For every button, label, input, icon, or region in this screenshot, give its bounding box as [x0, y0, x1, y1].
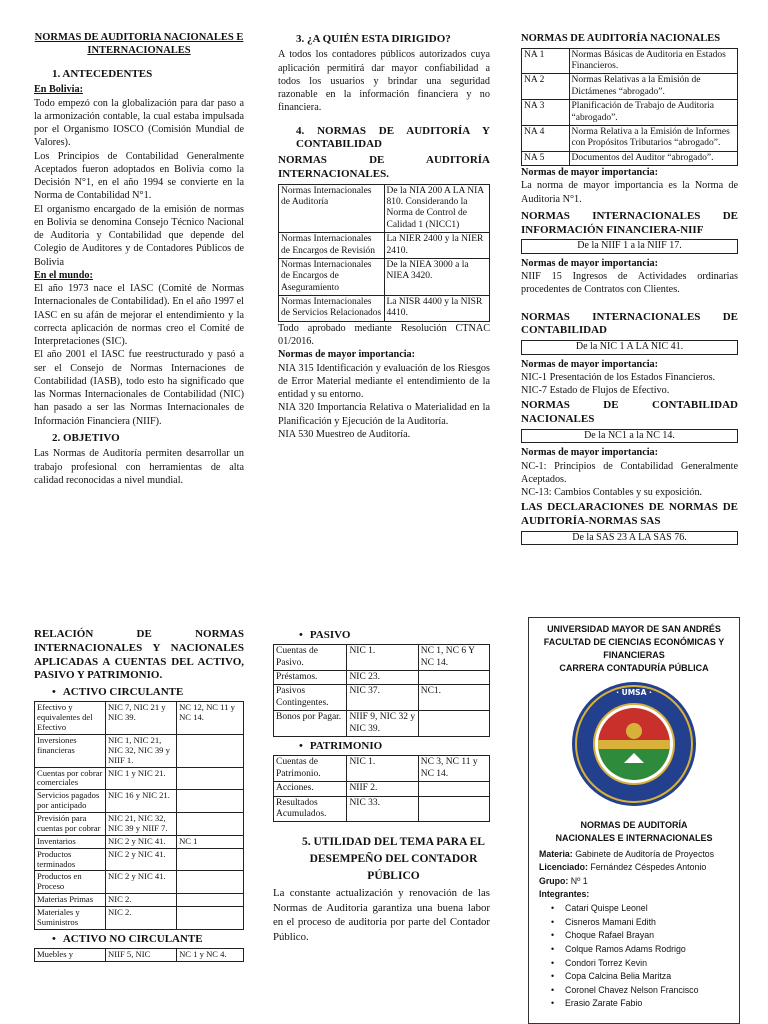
table-cell — [177, 734, 244, 767]
bolivia-heading: En Bolivia: — [34, 84, 83, 96]
table-cell: NIC 1. — [347, 645, 418, 671]
licenciado-row — [539, 861, 731, 875]
table-row — [35, 835, 244, 848]
table-row — [274, 685, 490, 711]
nic-range-box: De la NIC 1 A LA NIC 41. — [521, 340, 738, 355]
importance-item: NIA 320 Importancia Relativa o Materialidad en la Planificación y Ejecución de la Auditoría. — [278, 402, 490, 427]
list-item: • Choque Rafael Brayan — [539, 929, 731, 943]
approval-note: Todo aprobado mediante Resolución CTNAC 01/2016. — [278, 322, 490, 348]
table-row — [35, 790, 244, 813]
table-row — [35, 767, 244, 790]
table-cell: Planificación de Trabajo de Auditoria “abrogado”. — [569, 100, 737, 126]
importance-item: NIA 315 Identificación y evaluación de los Riesgos de Error Material mediante el entendimiento de la entidad y su entorno. — [278, 362, 490, 401]
importance-item: NIC-1 Presentación de los Estados Financieros. — [521, 371, 716, 383]
table-cell: Materiales y Suministros — [35, 907, 106, 930]
svg-text:· UMSA ·: · UMSA · — [616, 688, 652, 698]
niif-heading: NORMAS INTERNACIONALES DE INFORMACIÓN FINANCIERA-NIIF — [521, 209, 738, 236]
table-cell: Norma Relativa a la Emisión de Informes con Propósitos Tributarios “abrogado”. — [569, 125, 737, 151]
nia-heading: NORMAS DE AUDITORÍA INTERNACIONALES. — [278, 154, 490, 180]
table-cell: NIC 2 y NIC 41. — [106, 835, 177, 848]
na-heading: NORMAS DE AUDITORÍA NACIONALES — [521, 33, 721, 44]
section-utilidad-heading: 5. UTILIDAD DEL TEMA PARA EL DESEMPEÑO DEL CONTADOR PÚBLICO — [302, 836, 485, 882]
importance-heading: Normas de mayor importancia: — [521, 167, 659, 179]
bolivia-paragraph-2: Los Principios de Contabilidad Generalmente Aceptados fueron adoptados en Bolivia como la Decisión N°1, en el año 1994 se convierte en la Norma de Contabilidad N°1. — [34, 150, 244, 202]
activo-circulante-heading: • ACTIVO CIRCULANTE — [52, 685, 244, 699]
table-cell — [177, 848, 244, 871]
table-cell: NC1. — [418, 685, 489, 711]
table-row — [279, 184, 490, 233]
table-cell: Resultados Acumulados. — [274, 796, 347, 822]
bolivia-paragraph-1: Todo empezó con la globalización para dar paso a la armonización contable, la cual estaba impulsada por el Organismo IOSCO (Comisión Mundial de Valores). — [34, 97, 244, 149]
niif-range-box: De la NIIF 1 a la NIIF 17. — [521, 239, 738, 254]
table-cell: Acciones. — [274, 782, 347, 796]
list-item: • Coronel Chavez Nelson Francisco — [539, 984, 731, 998]
table-row — [279, 233, 490, 259]
table-cell: NIC 33. — [347, 796, 418, 822]
table-cell — [177, 907, 244, 930]
table-row — [35, 894, 244, 907]
table-row — [522, 151, 738, 165]
list-item: • Condori Torrez Kevin — [539, 957, 731, 971]
mundo-paragraph-2: El año 2001 el IASC fue reestructurado y pasó a ser el Consejo de Normas Internaciones de Contabilidad (IASB), todo esto ha significado que las Normas Internacionales de Contabilidad (NIC) han pasado a ser las Normas Internacionales de Información Financiera (NIIF). — [34, 349, 244, 427]
column-normas-nacionales — [521, 32, 738, 548]
table-cell: NIC 23. — [347, 671, 418, 685]
importance-heading: Normas de mayor importancia: — [521, 447, 659, 459]
table-cell: NC 1 y NC 4. — [177, 949, 244, 962]
brochure-title: NORMAS DE AUDITORÍA NACIONALES E INTERNACIONALES — [34, 32, 244, 56]
nic-heading: NORMAS INTERNACIONALES DE CONTABILIDAD — [521, 310, 738, 337]
table-cell: NIC 1 y NIC 21. — [106, 767, 177, 790]
licenciado-value: Fernández Céspedes Antonio — [590, 862, 707, 873]
table-cell: Documentos del Auditor “abrogado”. — [569, 151, 737, 165]
grupo-label: Grupo: — [539, 875, 569, 886]
table-cell: Cuentas por cobrar comerciales — [35, 767, 106, 790]
table-cell: NIC 7, NIC 21 y NIC 39. — [106, 702, 177, 735]
table-row — [522, 74, 738, 100]
licenciado-label: Licenciado: — [539, 862, 588, 873]
cover-topic-line-1: NORMAS DE AUDITORÍA — [580, 820, 688, 831]
cover-panel — [528, 617, 740, 1024]
mundo-paragraph-1: El año 1973 nace el IASC (Comité de Normas Internacionales de Contabilidad). En el año 1997 el IASC en su afán de mejorar el entendimiento y la correcta aplicación de normas creo el Comité de Interpretaciones (SIC). — [34, 283, 244, 348]
table-cell: Servicios pagados por anticipado — [35, 790, 106, 813]
table-cell: NIIF 9, NIC 32 y NIC 39. — [347, 711, 418, 737]
objetivo-text: Las Normas de Auditoría permiten desarrollar un trabajo profesional con herramientas de alta calidad reconocidas a nivel mundial. — [34, 448, 244, 486]
table-cell: Previsión para cuentas por cobrar — [35, 813, 106, 836]
table-cell: NIC 2 y NIC 41. — [106, 848, 177, 871]
importance-item: NIC-7 Estado de Flujos de Efectivo. — [521, 385, 670, 397]
table-row — [35, 702, 244, 735]
table-cell: De la NIA 200 A LA NIA 810. Considerando la Norma de Control de Calidad 1 (NICC1) — [384, 184, 490, 233]
importance-heading: Normas de mayor importancia: — [278, 349, 416, 361]
table-row — [35, 907, 244, 930]
table-cell — [418, 796, 489, 822]
grupo-value: Nº 1 — [570, 875, 588, 886]
table-cell: NIC 2. — [106, 894, 177, 907]
table-cell: La NIER 2400 y la NIER 2410. — [384, 233, 490, 259]
table-cell: Normas Internacionales de Auditoría — [279, 184, 385, 233]
section-dirigido-heading: 3. ¿A QUIÉN ESTA DIRIGIDO? — [296, 33, 451, 45]
table-cell — [177, 813, 244, 836]
grupo-row — [539, 875, 731, 889]
nc-heading: NORMAS DE CONTABILIDAD NACIONALES — [521, 399, 738, 426]
column-normas-internacionales — [278, 32, 490, 441]
table-cell: NA 4 — [522, 125, 570, 151]
list-item: • Erasio Zarate Fabio — [539, 997, 731, 1011]
materia-row — [539, 848, 731, 862]
integrantes-list — [539, 902, 731, 1011]
integrantes-label: Integrantes: — [539, 889, 590, 900]
table-row — [274, 711, 490, 737]
table-cell: Inventarios — [35, 835, 106, 848]
column-antecedentes — [34, 32, 244, 487]
table-cell: Normas Básicas de Auditoria en Estados Financieros. — [569, 48, 737, 74]
table-cell: Normas Internacionales de Encargos de Revisión — [279, 233, 385, 259]
importance-item: NC-13: Cambios Contables y su exposición. — [521, 487, 703, 499]
column-pasivo-patrimonio — [273, 626, 490, 945]
importance-item: NIA 530 Muestreo de Auditoría. — [278, 428, 411, 440]
table-row — [35, 734, 244, 767]
activo-no-circulante-heading: • ACTIVO NO CIRCULANTE — [52, 932, 244, 946]
bolivia-paragraph-3: El organismo encargado de la emisión de normas en Bolivia se denomina Consejo Técnico Nacional de Auditoria y Contabilidad que depende del Colegio de Auditores y de Contadores Públicos de Bolivia — [34, 203, 244, 268]
table-cell: Productos terminados — [35, 848, 106, 871]
table-cell: NIC 1. — [347, 756, 418, 782]
importance-text: La norma de mayor importancia es la Norma de Auditoria N°1. — [521, 180, 738, 205]
relacion-heading: RELACIÓN DE NORMAS INTERNACIONALES Y NACIONALES APLICADAS A CUENTAS DEL ACTIVO, PASIVO Y PATRIMONIO. — [34, 628, 244, 682]
table-cell: La NISR 4400 y la NISR 4410. — [384, 296, 490, 322]
table-cell: NC 12, NC 11 y NC 14. — [177, 702, 244, 735]
table-cell: Cuentas de Patrimonio. — [274, 756, 347, 782]
table-row — [274, 796, 490, 822]
mundo-heading: En el mundo: — [34, 269, 93, 281]
table-cell: Efectivo y equivalentes del Efectivo — [35, 702, 106, 735]
table-cell: Bonos por Pagar. — [274, 711, 347, 737]
table-cell: NA 3 — [522, 100, 570, 126]
table-cell — [177, 767, 244, 790]
sas-heading: LAS DECLARACIONES DE NORMAS DE AUDITORÍA-NORMAS SAS — [521, 501, 738, 528]
table-cell: Préstamos. — [274, 671, 347, 685]
university-seal-icon — [564, 681, 704, 807]
activo-no-circulante-table — [34, 948, 244, 962]
table-row — [35, 871, 244, 894]
table-row — [274, 782, 490, 796]
table-cell — [418, 671, 489, 685]
pasivo-table — [273, 644, 490, 737]
table-row — [274, 645, 490, 671]
section-antecedentes-heading: 1. ANTECEDENTES — [52, 68, 153, 81]
university-name: UNIVERSIDAD MAYOR DE SAN ANDRÉS — [547, 624, 721, 634]
table-cell — [177, 790, 244, 813]
table-cell: NA 1 — [522, 48, 570, 74]
table-row — [274, 756, 490, 782]
importance-item: NC-1: Principios de Contabilidad Generalmente Aceptados. — [521, 460, 738, 485]
list-item: • Copa Calcina Belia Maritza — [539, 970, 731, 984]
table-row — [279, 258, 490, 295]
pasivo-heading: • PASIVO — [299, 628, 490, 642]
table-cell: NIIF 2. — [347, 782, 418, 796]
table-cell: Inversiones financieras — [35, 734, 106, 767]
table-cell: NC 3, NC 11 y NC 14. — [418, 756, 489, 782]
table-cell: NIIF 5, NIC — [106, 949, 177, 962]
table-cell: Productos en Proceso — [35, 871, 106, 894]
utilidad-text: La constante actualización y renovación de las Normas de Auditoria garantiza una buena labor en el proceso de auditoria por parte del Contador Público. — [273, 887, 490, 943]
dirigido-text: A todos los contadores públicos autorizados cuya aplicación permitirá dar mayor confiabilidad a todos los usuarios y brindar una seguridad razonable en la información financiera y no financiera. — [278, 49, 490, 114]
sas-range-box: De la SAS 23 A LA SAS 76. — [521, 531, 738, 546]
table-cell: NA 2 — [522, 74, 570, 100]
activo-circulante-table — [34, 701, 244, 930]
materia-label: Materia: — [539, 848, 573, 859]
table-cell: Pasivos Contingentes. — [274, 685, 347, 711]
table-row — [522, 48, 738, 74]
table-row — [35, 813, 244, 836]
table-cell: Normas Internacionales de Servicios Relacionados — [279, 296, 385, 322]
importance-text: NIIF 15 Ingresos de Actividades ordinarias procedentes de Contratos con Clientes. — [521, 271, 738, 296]
patrimonio-table — [273, 755, 490, 822]
cover-topic-line-2: NACIONALES E INTERNACIONALES — [555, 833, 713, 844]
nia-table — [278, 184, 490, 322]
table-row — [279, 296, 490, 322]
patrimonio-heading: • PATRIMONIO — [299, 739, 490, 753]
importance-heading: Normas de mayor importancia: — [521, 358, 659, 370]
nc-range-box: De la NC1 a la NC 14. — [521, 429, 738, 444]
list-item: • Catari Quispe Leonel — [539, 902, 731, 916]
table-cell: NIC 2 y NIC 41. — [106, 871, 177, 894]
table-cell — [418, 711, 489, 737]
table-cell: NIC 16 y NIC 21. — [106, 790, 177, 813]
table-cell: Materias Primas — [35, 894, 106, 907]
section-objetivo-heading: 2. OBJETIVO — [52, 431, 120, 444]
table-cell: NC 1 — [177, 835, 244, 848]
list-item: • Colque Ramos Adams Rodrigo — [539, 943, 731, 957]
table-cell: NA 5 — [522, 151, 570, 165]
table-cell: NIC 21, NIC 32, NIC 39 y NIIF 7. — [106, 813, 177, 836]
list-item: • Cisneros Mamani Edith — [539, 916, 731, 930]
na-table — [521, 48, 738, 167]
table-cell: Cuentas de Pasivo. — [274, 645, 347, 671]
table-cell: Normas Relativas a la Emisión de Dictámenes “abrogado”. — [569, 74, 737, 100]
faculty-name: FACULTAD DE CIENCIAS ECONÓMICAS Y FINANCIERAS — [543, 637, 725, 661]
table-cell — [418, 782, 489, 796]
table-cell: Muebles y — [35, 949, 106, 962]
table-cell: Normas Internacionales de Encargos de Aseguramiento — [279, 258, 385, 295]
section-normas-heading: 4. NORMAS DE AUDITORÍA Y CONTABILIDAD — [296, 124, 490, 151]
university-seal — [529, 681, 739, 811]
table-cell: NIC 37. — [347, 685, 418, 711]
column-activo — [34, 626, 244, 1024]
table-cell: NIC 2. — [106, 907, 177, 930]
table-row — [522, 100, 738, 126]
table-row — [35, 949, 244, 962]
table-row — [274, 671, 490, 685]
importance-heading: Normas de mayor importancia: — [521, 257, 659, 269]
table-cell — [177, 894, 244, 907]
table-row — [522, 125, 738, 151]
table-cell: De la NIEA 3000 a la NIEA 3420. — [384, 258, 490, 295]
table-cell: NIC 1, NIC 21, NIC 32, NIC 39 y NIIF 1. — [106, 734, 177, 767]
table-cell — [177, 871, 244, 894]
table-row — [35, 848, 244, 871]
career-name: CARRERA CONTADURÍA PÚBLICA — [559, 663, 709, 674]
materia-value: Gabinete de Auditoría de Proyectos — [575, 848, 715, 859]
table-cell: NC 1, NC 6 Y NC 14. — [418, 645, 489, 671]
